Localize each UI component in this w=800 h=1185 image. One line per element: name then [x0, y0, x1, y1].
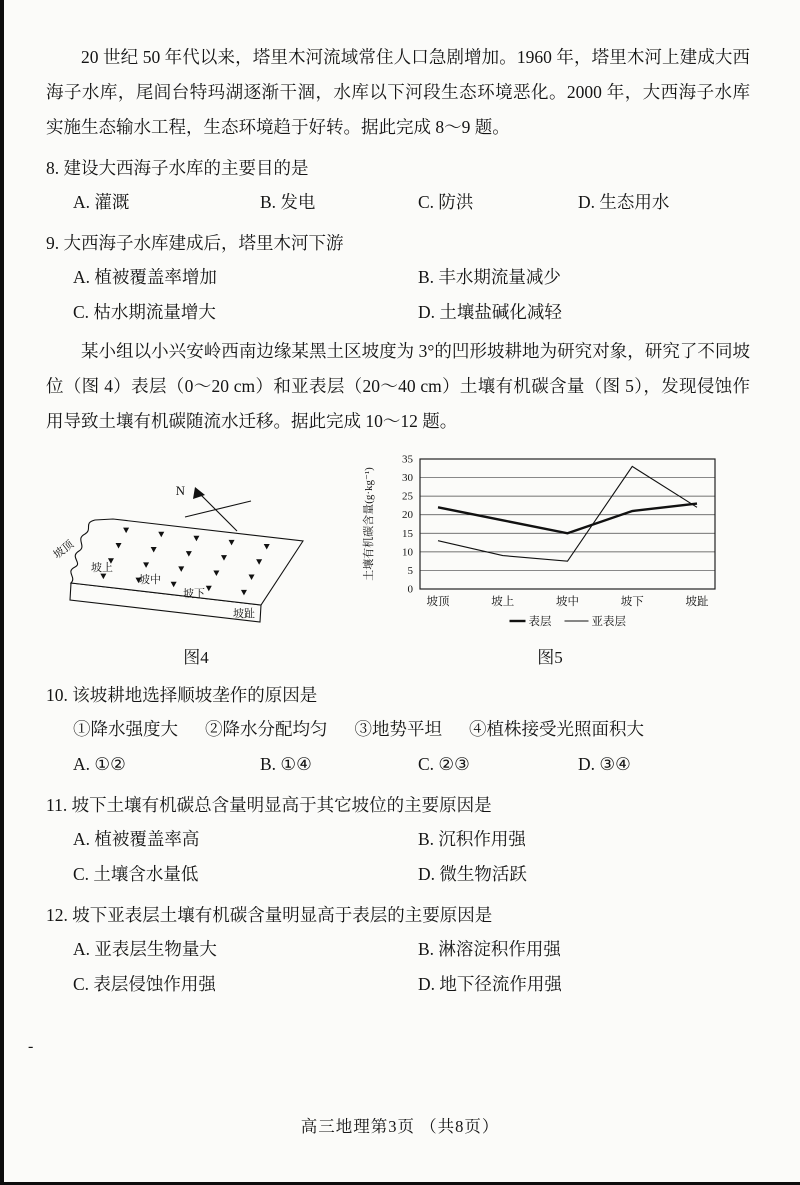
north-arrow	[176, 483, 251, 531]
figure-4	[46, 479, 346, 668]
question-11-options-row2	[46, 857, 750, 892]
legend-label: 亚表层	[591, 616, 626, 628]
option-8-d: D. 生态用水	[578, 192, 670, 212]
question-12-options-row2	[46, 967, 750, 1002]
slope-label-upper: 坡上	[91, 562, 113, 574]
option-11-c: C. 土壤含水量低	[73, 864, 199, 884]
slope-label-toe: 坡趾	[233, 608, 255, 620]
question-11	[46, 788, 750, 892]
question-8	[46, 151, 750, 220]
question-10	[46, 678, 750, 782]
option-8-a: A. 灌溉	[73, 192, 130, 212]
option-10-d: D. ③④	[578, 754, 631, 774]
slope-label-middle: 坡中	[139, 574, 161, 586]
item-2: ②降水分配均匀	[205, 719, 328, 739]
question-12-options-row1	[46, 932, 750, 967]
chart-grid-layer	[420, 459, 715, 589]
question-9-stem: 9. 大西海子水库建成后，塔里木河下游	[46, 233, 344, 253]
chart-xtick-labels	[427, 594, 709, 608]
stray-scan-mark: -	[28, 1038, 34, 1055]
page-footer: 高三地理第3页 （共8页）	[300, 1117, 500, 1136]
option-12-c: C. 表层侵蚀作用强	[73, 974, 216, 994]
figure-4-caption: 图4	[183, 648, 209, 667]
question-9-options-row2	[46, 295, 750, 330]
option-9-a: A. 植被覆盖率增加	[73, 267, 217, 287]
option-9-c: C. 枯水期流量增大	[73, 302, 216, 322]
x-tick-label: 坡下	[620, 596, 644, 608]
slope-label-lower: 坡下	[183, 588, 205, 600]
north-arrow-cross	[185, 501, 251, 517]
option-12-b: B. 淋溶淀积作用强	[418, 939, 561, 959]
x-tick-label: 坡顶	[426, 596, 450, 608]
y-tick-label: 20	[402, 509, 413, 522]
question-8-options	[46, 185, 750, 220]
y-tick-label: 0	[407, 583, 413, 596]
question-11-options-row1	[46, 822, 750, 857]
y-tick-label: 15	[402, 527, 413, 540]
soil-organic-carbon-chart	[360, 449, 740, 639]
figure-5	[350, 449, 750, 668]
question-12	[46, 898, 750, 1002]
x-tick-label: 坡趾	[685, 596, 709, 608]
scan-border-left	[0, 0, 4, 1185]
passage-black-soil-slope: 某小组以小兴安岭西南边缘某黑土区坡度为 3°的凹形坡耕地为研究对象，研究了不同坡位（图 4）表层（0～20 cm）和亚表层（20～40 cm）土壤有机碳含量（图 5），发现侵蚀作用导致土壤有机碳随流水迁移。据此完成 10～12 题。	[46, 341, 750, 431]
question-11-stem: 11. 坡下土壤有机碳总含量明显高于其它坡位的主要原因是	[46, 795, 492, 815]
chart-ytick-labels	[402, 454, 414, 596]
option-8-b: B. 发电	[260, 192, 316, 212]
question-8-stem: 8. 建设大西海子水库的主要目的是	[46, 158, 309, 178]
question-9-options-row1	[46, 260, 750, 295]
figure-5-caption: 图5	[537, 648, 563, 667]
question-10-options	[46, 747, 750, 782]
series-line-表层	[438, 504, 697, 534]
chart-legend	[510, 614, 627, 628]
series-line-亚表层	[438, 466, 697, 561]
passage-tarim-river: 20 世纪 50 年代以来，塔里木河流域常住人口急剧增加。1960 年，塔里木河上建成大西海子水库，尾闾台特玛湖逐渐干涸，水库以下河段生态环境恶化。2000 年，大西海子水库实施生态输水工程，生态环境趋于好转。据此完成 8～9 题。	[46, 47, 750, 137]
x-tick-label: 坡中	[556, 596, 579, 608]
question-10-numbered-items	[46, 712, 750, 747]
option-9-b: B. 丰水期流量减少	[418, 267, 561, 287]
question-10-stem: 10. 该坡耕地选择顺坡垄作的原因是	[46, 685, 318, 705]
chart-y-axis-label: 土壤有机碳含量(g·kg⁻¹)	[363, 467, 375, 581]
option-11-a: A. 植被覆盖率高	[73, 829, 200, 849]
x-tick-label: 坡上	[491, 596, 515, 608]
option-9-d: D. 土壤盐碱化减轻	[418, 302, 562, 322]
option-10-b: B. ①④	[260, 754, 312, 774]
y-tick-label: 10	[402, 546, 413, 559]
chart-series-layer	[438, 466, 697, 561]
option-12-d: D. 地下径流作用强	[418, 974, 562, 994]
y-tick-label: 30	[402, 472, 413, 485]
slope-position-diagram	[51, 479, 341, 639]
item-1: ①降水强度大	[73, 719, 178, 739]
slope-label-top: 坡顶	[51, 538, 77, 562]
option-8-c: C. 防洪	[418, 192, 474, 212]
option-10-c: C. ②③	[418, 754, 470, 774]
north-label: N	[175, 483, 185, 498]
y-tick-label: 5	[407, 564, 413, 577]
y-tick-label: 25	[402, 490, 413, 503]
legend-label: 表层	[528, 616, 552, 628]
option-12-a: A. 亚表层生物量大	[73, 939, 217, 959]
item-3: ③地势平坦	[354, 719, 442, 739]
question-12-stem: 12. 坡下亚表层土壤有机碳含量明显高于表层的主要原因是	[46, 905, 493, 925]
y-tick-label: 35	[402, 453, 413, 466]
option-10-a: A. ①②	[73, 754, 126, 774]
option-11-d: D. 微生物活跃	[418, 864, 527, 884]
item-4: ④植株接受光照面积大	[469, 719, 644, 739]
figures-row	[46, 449, 750, 668]
plot-frame	[420, 459, 715, 589]
option-11-b: B. 沉积作用强	[418, 829, 526, 849]
question-9	[46, 226, 750, 330]
